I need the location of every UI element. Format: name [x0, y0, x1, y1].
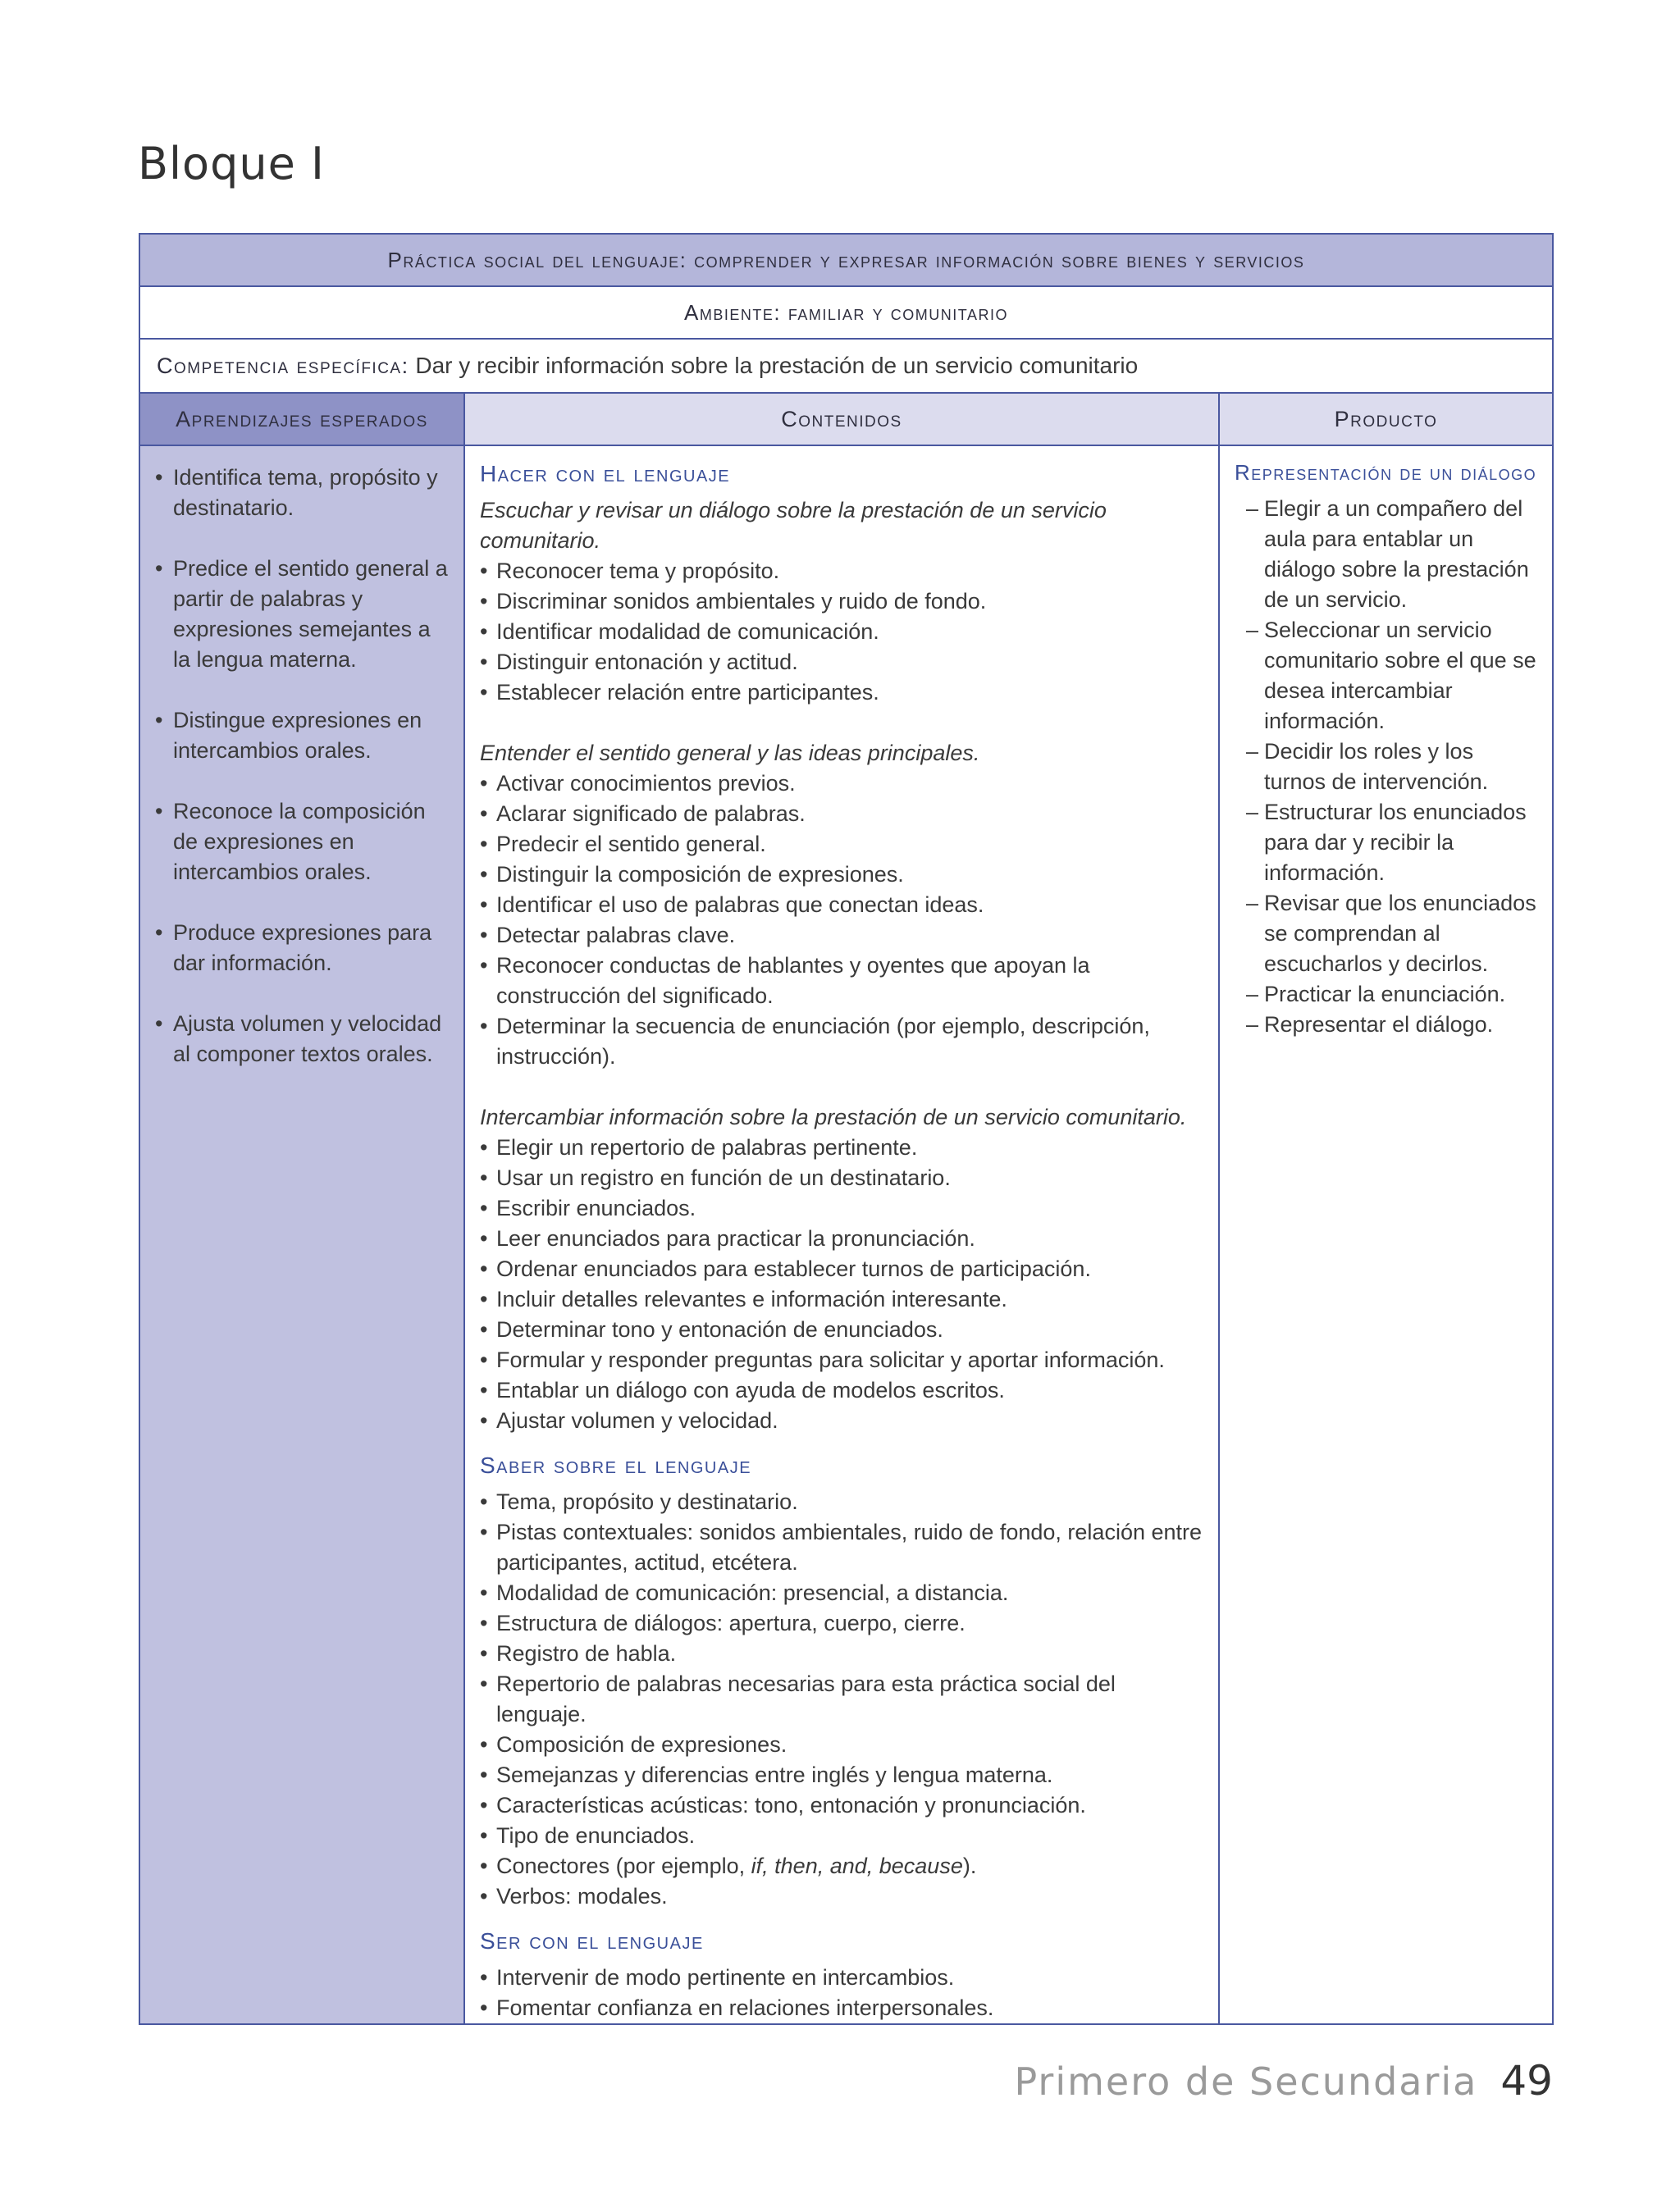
producto-column — [1219, 445, 1553, 2024]
section-title-ser: Ser con el lenguaje — [480, 1928, 704, 1954]
competencia-label: Competencia específica: — [157, 353, 409, 378]
list-item: • Identificar el uso de palabras que conectan ideas. — [480, 892, 984, 917]
subhead: Entender el sentido general y las ideas principales. — [480, 741, 980, 765]
list-item: • Identifica tema, propósito y destinatario. — [155, 465, 438, 520]
list-item: • Registro de habla. — [480, 1641, 677, 1666]
page-footer — [1014, 2057, 1553, 2105]
list-item: • Repertorio de palabras necesarias para esta práctica social del lenguaje. — [480, 1672, 1116, 1726]
list-item: – Decidir los roles y los turnos de intervención. — [1246, 739, 1489, 794]
list-item: • Leer enunciados para practicar la pronunciación. — [480, 1226, 975, 1251]
list-item: • Reconocer tema y propósito. — [480, 559, 780, 583]
content-list — [480, 1133, 1207, 1436]
list-item: • Activar conocimientos previos. — [480, 771, 796, 796]
list-item: • Determinar la secuencia de enunciación (por ejemplo, descripción, instrucción). — [480, 1014, 1150, 1069]
page-number: 49 — [1500, 2057, 1553, 2105]
list-item: • Semejanzas y diferencias entre inglés y lengua materna. — [480, 1763, 1053, 1787]
producto-list — [1235, 494, 1541, 1040]
list-item: • Detectar palabras clave. — [480, 923, 736, 947]
block-title: Bloque I — [138, 138, 325, 189]
subhead: Intercambiar información sobre la prestación de un servicio comunitario. — [480, 1105, 1187, 1129]
list-item: • Identificar modalidad de comunicación. — [480, 619, 879, 644]
section-title-saber: Saber sobre el lenguaje — [480, 1453, 752, 1478]
list-item: • Aclarar significado de palabras. — [480, 801, 806, 826]
list-item: • Ajusta volumen y velocidad al componer textos orales. — [155, 1011, 442, 1066]
list-item: – Elegir a un compañero del aula para entablar un diálogo sobre la prestación de un servicio. — [1246, 496, 1529, 612]
list-item: – Representar el diálogo. — [1246, 1012, 1494, 1037]
list-item: • Modalidad de comunicación: presencial, a distancia. — [480, 1580, 1009, 1605]
competencia-text: Dar y recibir información sobre la prestación de un servicio comunitario — [415, 353, 1139, 378]
list-item: • Entablar un diálogo con ayuda de modelos escritos. — [480, 1378, 1005, 1402]
producto-title: Representación de un diálogo — [1235, 460, 1537, 485]
list-item: • Tipo de enunciados. — [480, 1823, 696, 1848]
contenidos-column — [464, 445, 1219, 2024]
list-item: • Reconocer conductas de hablantes y oyentes que apoyan la construcción del significado. — [480, 953, 1090, 1008]
content-list — [480, 768, 1207, 1072]
column-header-producto: Producto — [1219, 393, 1553, 445]
list-item: • Distinguir la composición de expresiones. — [480, 862, 904, 887]
list-item: • Ajustar volumen y velocidad. — [480, 1408, 778, 1433]
list-item: • Distinguir entonación y actitud. — [480, 650, 798, 674]
practica-header: Práctica social del lenguaje: comprender y expresar información sobre bienes y servicios — [139, 234, 1553, 286]
subhead: Escuchar y revisar un diálogo sobre la prestación de un servicio comunitario. — [480, 498, 1107, 553]
aprendizajes-column — [139, 445, 464, 2024]
list-item: • Conectores (por ejemplo, if, then, and, because). — [480, 1854, 977, 1878]
competencia-row — [139, 339, 1553, 393]
footer-label: Primero de Secundaria — [1014, 2059, 1478, 2104]
column-header-aprendizajes: Aprendizajes esperados — [139, 393, 464, 445]
list-item: • Predecir el sentido general. — [480, 832, 766, 856]
list-item: • Pistas contextuales: sonidos ambientales, ruido de fondo, relación entre participantes, actitud, etcétera. — [480, 1520, 1203, 1575]
list-item: • Distingue expresiones en intercambios orales. — [155, 708, 422, 763]
list-item: • Fomentar confianza en relaciones interpersonales. — [480, 1995, 994, 2020]
list-item: • Usar un registro en función de un destinatario. — [480, 1165, 951, 1190]
list-item: • Ordenar enunciados para establecer turnos de participación. — [480, 1257, 1091, 1281]
column-header-contenidos: Contenidos — [464, 393, 1219, 445]
list-item: • Características acústicas: tono, entonación y pronunciación. — [480, 1793, 1086, 1817]
list-item: – Estructurar los enunciados para dar y recibir la información. — [1246, 800, 1527, 885]
list-item: • Predice el sentido general a partir de palabras y expresiones semejantes a la lengua materna. — [155, 556, 448, 672]
list-item: • Tema, propósito y destinatario. — [480, 1489, 798, 1514]
list-item: – Revisar que los enunciados se comprendan al escucharlos y decirlos. — [1246, 891, 1536, 976]
list-item: – Seleccionar un servicio comunitario sobre el que se desea intercambiar información. — [1246, 618, 1536, 733]
list-item: • Composición de expresiones. — [480, 1732, 788, 1757]
list-item: • Intervenir de modo pertinente en intercambios. — [480, 1965, 955, 1990]
list-item: • Reconoce la composición de expresiones en intercambios orales. — [155, 799, 426, 884]
ambiente-header: Ambiente: familiar y comunitario — [139, 286, 1553, 339]
list-item: • Produce expresiones para dar información. — [155, 920, 432, 975]
list-item: • Estructura de diálogos: apertura, cuerpo, cierre. — [480, 1611, 966, 1635]
list-item: • Formular y responder preguntas para solicitar y aportar información. — [480, 1348, 1165, 1372]
content-list — [480, 1487, 1207, 1912]
list-item: • Establecer relación entre participantes. — [480, 680, 879, 705]
aprendizajes-list — [140, 446, 463, 1070]
curriculum-table — [139, 233, 1554, 2025]
list-item: • Incluir detalles relevantes e información interesante. — [480, 1287, 1007, 1311]
list-item: • Determinar tono y entonación de enunciados. — [480, 1317, 943, 1342]
list-item: • Discriminar sonidos ambientales y ruido de fondo. — [480, 589, 987, 613]
list-item: • Escribir enunciados. — [480, 1196, 696, 1220]
content-list — [480, 1963, 1207, 2023]
list-item: • Elegir un repertorio de palabras pertinente. — [480, 1135, 918, 1160]
content-list — [480, 556, 1207, 708]
section-title-hacer: Hacer con el lenguaje — [480, 461, 731, 486]
list-item: – Practicar la enunciación. — [1246, 982, 1506, 1006]
list-item: • Verbos: modales. — [480, 1884, 668, 1909]
